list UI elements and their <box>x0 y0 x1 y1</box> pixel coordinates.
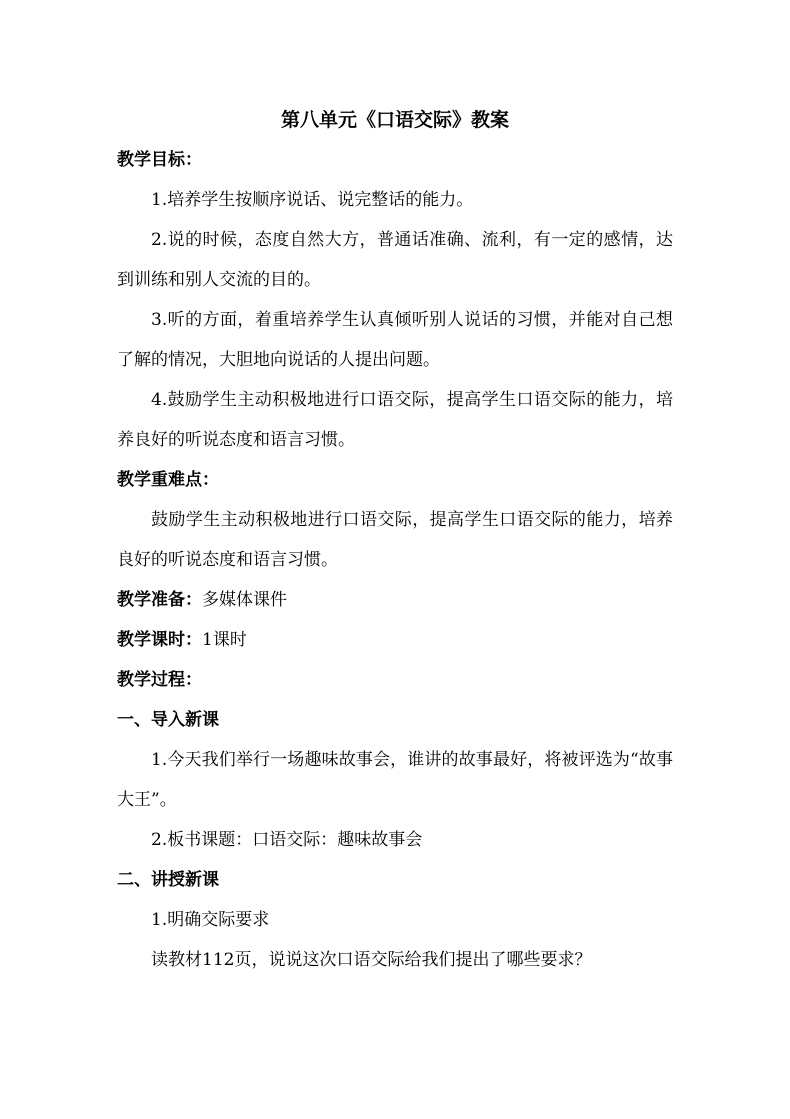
objective-item-1: 1.培养学生按顺序说话、说完整话的能力。 <box>151 190 474 210</box>
objective-item-2: 2.说的时候，态度自然大方，普通话准确、流利，有一定的感情，达到训练和别人交流的目的。 <box>117 230 673 290</box>
class-hours-line <box>117 620 673 660</box>
objective-item-3: 3.听的方面，着重培养学生认真倾听别人说话的习惯，并能对自己想了解的情况，大胆地向说话的人提出问题。 <box>117 310 673 370</box>
key-points-heading: 教学重难点： <box>117 470 219 490</box>
preparation-line <box>117 580 673 620</box>
document-title: 第八单元《口语交际》教案 <box>280 109 509 131</box>
objectives-heading: 教学目标： <box>117 150 202 170</box>
section1-item-2: 2.板书课题：口语交际：趣味故事会 <box>151 830 423 850</box>
section2-item-1: 1.明确交际要求 <box>151 910 270 930</box>
objective-item-4: 4.鼓励学生主动积极地进行口语交际，提高学生口语交际的能力，培养良好的听说态度和语言习惯。 <box>117 390 673 450</box>
class-hours-value: 1课时 <box>202 630 247 650</box>
class-hours-label: 教学课时： <box>117 630 202 650</box>
section2-heading: 二、讲授新课 <box>117 870 219 890</box>
key-points-text: 鼓励学生主动积极地进行口语交际，提高学生口语交际的能力，培养良好的听说态度和语言习惯。 <box>117 510 673 570</box>
section2-item-2: 读教材112页，说说这次口语交际给我们提出了哪些要求？ <box>151 950 592 970</box>
section1-heading: 一、导入新课 <box>117 710 219 730</box>
process-heading: 教学过程： <box>117 670 202 690</box>
document-content <box>117 100 673 980</box>
preparation-value: 多媒体课件 <box>202 590 287 610</box>
section1-item-1: 1.今天我们举行一场趣味故事会，谁讲的故事最好，将被评选为“故事大王”。 <box>117 750 673 810</box>
preparation-label: 教学准备： <box>117 590 202 610</box>
